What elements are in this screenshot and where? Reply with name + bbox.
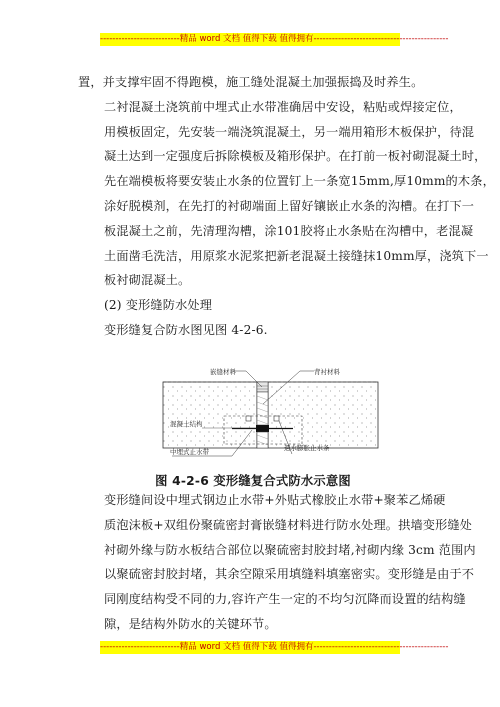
header-banner: --------------------------精品 word 文档 值得下载 值得拥有--------------------------------------------	[100, 34, 449, 44]
document-body	[78, 70, 495, 343]
footer-banner: --------------------------精品 word 文档 值得下载 值得拥有--------------------------------------------	[100, 642, 449, 652]
label-concrete: 混凝土结构	[170, 420, 203, 428]
joint-diagram-svg	[162, 366, 380, 468]
swelling-strip-left	[246, 416, 251, 421]
joint-diagram	[162, 366, 380, 468]
section-heading: (2) 变形缝防水处理	[104, 298, 213, 313]
label-sealant: 嵌缝材料	[210, 368, 236, 376]
document-body-continued	[78, 488, 476, 637]
figure-caption: 图 4-2-6 变形缝复合式防水示意图	[155, 474, 351, 488]
swelling-strip-right	[274, 416, 279, 421]
right-concrete-slab	[268, 382, 378, 448]
label-external-waterstop: 遇水膨胀止水条	[284, 444, 330, 452]
label-backer: 背衬材料	[314, 368, 340, 376]
paragraph-joint-treatment: 变形缝间设中埋式钢边止水带+外贴式橡胶止水带+聚苯乙烯硬 质泡沫板+双组份聚硫密封膏嵌缝材料进行防水处理。拱墙变形缝处 衬砌外缘与防水板结合部位以聚硫密封胶封堵,衬砌内缘 3cm 范围内 以聚硫密封胶封堵，其余空隙采用填缝料填塞密实。变形缝是由于不 同刚度结构受不同的力,容许产生一定的不均匀沉降而设置的结构缝 隙，是结构外防水的关键环节。	[104, 493, 476, 631]
figure-reference: 变形缝复合防水图见图 4-2-6.	[104, 322, 268, 337]
label-middle-waterstop: 中埋式止水带	[170, 448, 209, 456]
left-concrete-slab	[163, 382, 257, 448]
paragraph-waterstop: 二衬混凝土浇筑前中埋式止水带准确居中安设，粘贴或焊接定位， 用模板固定，先安装一端浇筑混凝土，另一端用箱形木板保护，待混 凝土达到一定强度后拆除模板及箱形保护。在打前一板衬砌混凝土时， 先在端模板将要安装止水条的位置钉上一条宽15mm,厚10mm的木条， 涂好脱模剂，在先打的衬砌端面上留好镶嵌止水条的沟槽。在打下一 板混凝土之前，先清理沟槽，涂101胶将止水条贴在沟槽中，老混凝 土面凿毛洗洁，用原浆水泥浆把新老混凝土接缝抹10mm厚，浇筑下一 板衬砌混凝土。	[104, 99, 495, 288]
paragraph-continuation: 置，并支撑牢固不得跑模，施工缝处混凝土加强振捣及时养生。	[78, 75, 424, 89]
